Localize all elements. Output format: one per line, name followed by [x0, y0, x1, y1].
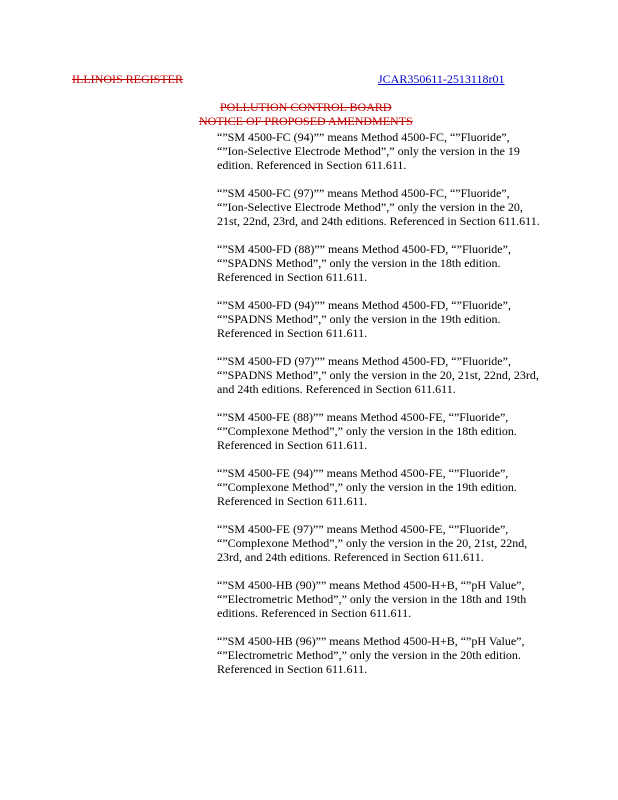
- register-header: ILLINOIS REGISTER: [72, 72, 183, 86]
- board-title: POLLUTION CONTROL BOARD: [220, 100, 392, 114]
- entry-line: “”Complexone Method”,” only the version in the 18th edition.: [217, 424, 517, 438]
- entry-line: “”SM 4500-FE (94)”” means Method 4500-FE, “”Fluoride”,: [217, 466, 509, 480]
- definition-entry: [217, 634, 562, 676]
- entry-line: Referenced in Section 611.611.: [217, 494, 368, 508]
- entry-line: “”Ion-Selective Electrode Method”,” only the version in the 20,: [217, 200, 523, 214]
- entry-line: “”Complexone Method”,” only the version in the 19th edition.: [217, 480, 517, 494]
- entry-line: “”Electrometric Method”,” only the version in the 18th and 19th: [217, 592, 527, 606]
- entry-line: 23rd, and 24th editions. Referenced in Section 611.611.: [217, 550, 484, 564]
- definition-entry: [217, 410, 562, 452]
- notice-title: NOTICE OF PROPOSED AMENDMENTS: [199, 114, 413, 128]
- entry-line: “”SM 4500-FD (97)”” means Method 4500-FD, “”Fluoride”,: [217, 354, 511, 368]
- entry-line: “”SPADNS Method”,” only the version in the 18th edition.: [217, 256, 501, 270]
- entry-line: Referenced in Section 611.611.: [217, 662, 368, 676]
- entry-line: “”SM 4500-FC (94)”” means Method 4500-FC, “”Fluoride”,: [217, 130, 510, 144]
- definitions-list: [217, 130, 562, 690]
- entry-line: “”SM 4500-FE (97)”” means Method 4500-FE, “”Fluoride”,: [217, 522, 509, 536]
- entry-line: Referenced in Section 611.611.: [217, 438, 368, 452]
- entry-line: “”SPADNS Method”,” only the version in the 19th edition.: [217, 312, 501, 326]
- entry-line: “”SM 4500-FD (94)”” means Method 4500-FD, “”Fluoride”,: [217, 298, 511, 312]
- entry-line: and 24th editions. Referenced in Section 611.611.: [217, 382, 456, 396]
- entry-line: edition. Referenced in Section 611.611.: [217, 158, 407, 172]
- entry-line: “”SM 4500-FC (97)”” means Method 4500-FC, “”Fluoride”,: [217, 186, 510, 200]
- definition-entry: [217, 578, 562, 620]
- definition-entry: [217, 242, 562, 284]
- definition-entry: [217, 354, 562, 396]
- entry-line: 21st, 22nd, 23rd, and 24th editions. Referenced in Section 611.611.: [217, 214, 540, 228]
- entry-line: “”SPADNS Method”,” only the version in the 20, 21st, 22nd, 23rd,: [217, 368, 539, 382]
- definition-entry: [217, 186, 562, 228]
- definition-entry: [217, 466, 562, 508]
- entry-line: editions. Referenced in Section 611.611.: [217, 606, 412, 620]
- entry-line: “”SM 4500-FE (88)”” means Method 4500-FE, “”Fluoride”,: [217, 410, 509, 424]
- entry-line: “”SM 4500-HB (96)”” means Method 4500-H+B, “”pH Value”,: [217, 634, 525, 648]
- definition-entry: [217, 522, 562, 564]
- entry-line: “”Ion-Selective Electrode Method”,” only the version in the 19: [217, 144, 520, 158]
- entry-line: “”SM 4500-HB (90)”” means Method 4500-H+B, “”pH Value”,: [217, 578, 525, 592]
- entry-line: “”Electrometric Method”,” only the version in the 20th edition.: [217, 648, 521, 662]
- entry-line: “”SM 4500-FD (88)”” means Method 4500-FD, “”Fluoride”,: [217, 242, 511, 256]
- entry-line: Referenced in Section 611.611.: [217, 270, 368, 284]
- definition-entry: [217, 130, 562, 172]
- document-code-link[interactable]: JCAR350611-2513118r01: [378, 72, 505, 86]
- definition-entry: [217, 298, 562, 340]
- entry-line: Referenced in Section 611.611.: [217, 326, 368, 340]
- entry-line: “”Complexone Method”,” only the version in the 20, 21st, 22nd,: [217, 536, 528, 550]
